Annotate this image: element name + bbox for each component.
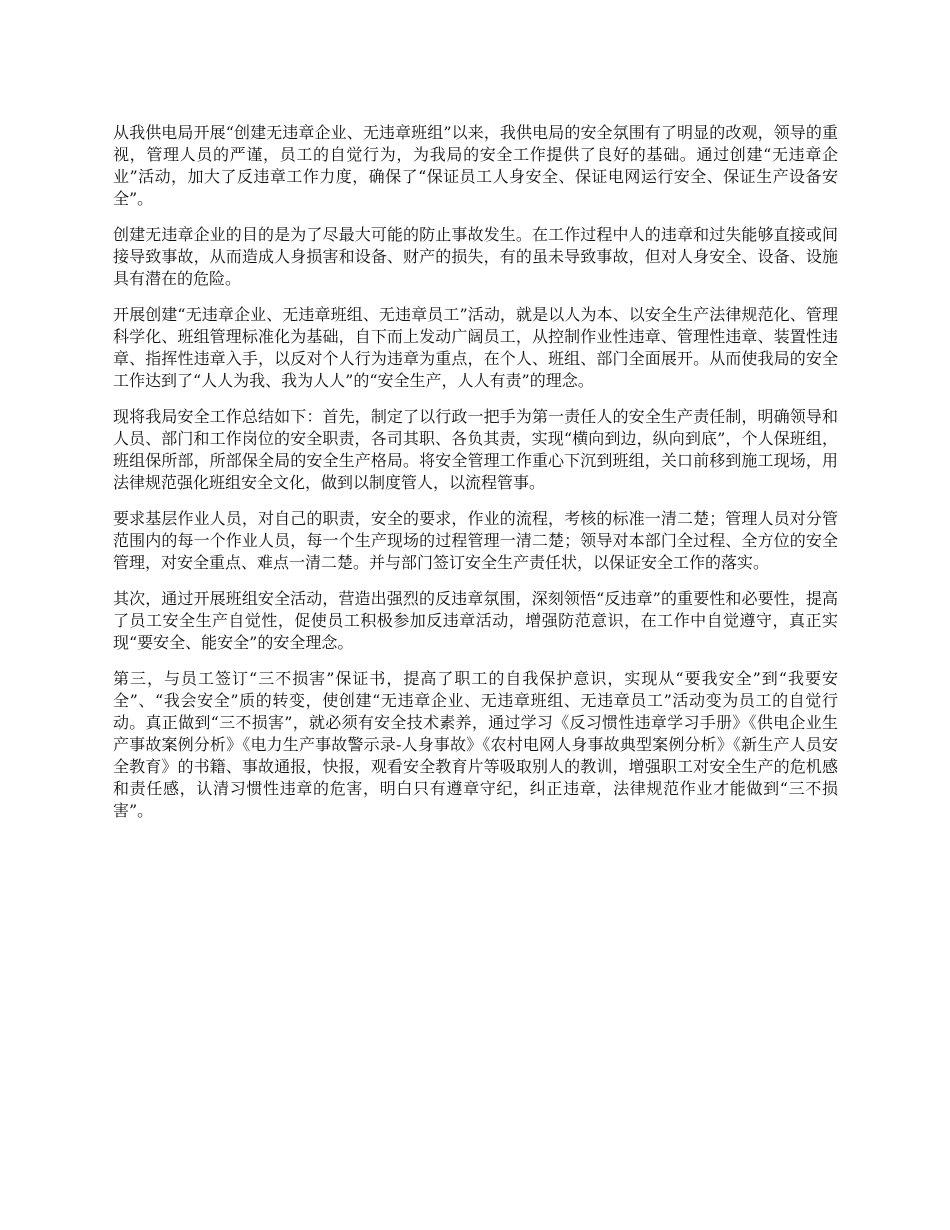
paragraph-5: 要求基层作业人员，对自己的职责，安全的要求，作业的流程，考核的标准一清二楚；管理人员对分管范围内的每一个作业人员，每一个生产现场的过程管理一清二楚；领导对本部门全过程、全方位的安全管理，对安全重点、难点一清二楚。并与部门签订安全生产责任状，以保证安全工作的落实。	[113, 509, 838, 572]
paragraph-6: 其次，通过开展班组安全活动，营造出强烈的反违章氛围，深刻领悟“反违章”的重要性和必要性，提高了员工安全生产自觉性，促使员工积极参加反违章活动，增强防范意识，在工作中自觉遵守，真正实现“要安全、能安全”的安全理念。	[113, 589, 838, 652]
paragraph-4: 现将我局安全工作总结如下：首先，制定了以行政一把手为第一责任人的安全生产责任制，明确领导和人员、部门和工作岗位的安全职责，各司其职、各负其责，实现“横向到边，纵向到底”，个人保班组，班组保所部，所部保全局的安全生产格局。将安全管理工作重心下沉到班组，关口前移到施工现场，用法律规范强化班组安全文化，做到以制度管人，以流程管事。	[113, 407, 838, 492]
paragraph-2: 创建无违章企业的目的是为了尽最大可能的防止事故发生。在工作过程中人的违章和过失能够直接或间接导致事故，从而造成人身损害和设备、财产的损失，有的虽未导致事故，但对人身安全、设备、设施具有潜在的危险。	[113, 225, 838, 288]
paragraph-1: 从我供电局开展“创建无违章企业、无违章班组”以来，我供电局的安全氛围有了明显的改观，领导的重视，管理人员的严谨，员工的自觉行为，为我局的安全工作提供了良好的基础。通过创建“无违章企业”活动，加大了反违章工作力度，确保了“保证员工人身安全、保证电网运行安全、保证生产设备安全”。	[113, 123, 838, 208]
paragraph-3: 开展创建“无违章企业、无违章班组、无违章员工”活动，就是以人为本、以安全生产法律规范化、管理科学化、班组管理标准化为基础，自下而上发动广阔员工，从控制作业性违章、管理性违章、装置性违章、指挥性违章入手，以反对个人行为违章为重点，在个人、班组、部门全面展开。从而使我局的安全工作达到了“人人为我、我为人人”的“安全生产，人人有责”的理念。	[113, 305, 838, 390]
paragraph-7: 第三，与员工签订“三不损害”保证书，提高了职工的自我保护意识，实现从“要我安全”到“我要安全”、“我会安全”质的转变，使创建“无违章企业、无违章班组、无违章员工”活动变为员工的自觉行动。真正做到“三不损害”，就必须有安全技术素养，通过学习《反习惯性违章学习手册》《供电企业生产事故案例分析》《电力生产事故警示录-人身事故》《农村电网人身事故典型案例分析》《新生产人员安全教育》的书籍、事故通报，快报，观看安全教育片等吸取别人的教训，增强职工对安全生产的危机感和责任感，认清习惯性违章的危害，明白只有遵章守纪，纠正违章，法律规范作业才能做到“三不损害”。	[113, 669, 838, 820]
document-body	[113, 122, 838, 836]
